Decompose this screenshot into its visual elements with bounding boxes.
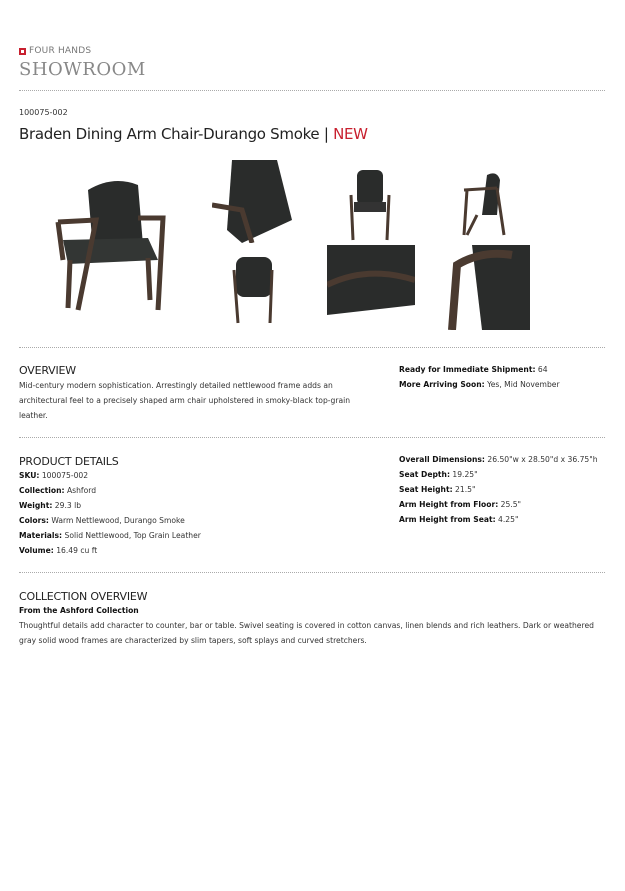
product-image-seat-closeup[interactable] xyxy=(327,245,415,330)
brand-square-icon xyxy=(19,48,26,55)
detail-value: Warm Nettlewood, Durango Smoke xyxy=(48,516,185,525)
dimension-label: Arm Height from Seat: xyxy=(399,515,496,524)
title-text: Braden Dining Arm Chair-Durango Smoke xyxy=(19,125,320,143)
dimension-label: Arm Height from Floor: xyxy=(399,500,499,509)
dimension-label: Overall Dimensions: xyxy=(399,455,485,464)
dimensions-info xyxy=(399,452,598,527)
dimension-label: Seat Depth: xyxy=(399,470,450,479)
title-separator: | xyxy=(319,125,334,143)
detail-label: SKU: xyxy=(19,471,40,480)
details-heading: PRODUCT DETAILS xyxy=(19,455,119,468)
dimension-row xyxy=(399,482,598,497)
collection-subheading: From the Ashford Collection xyxy=(19,606,139,615)
detail-value: 16.49 cu ft xyxy=(53,546,98,555)
detail-value: 100075-002 xyxy=(39,471,89,480)
divider xyxy=(19,437,605,438)
detail-label: Colors: xyxy=(19,516,49,525)
stock-value: 64 xyxy=(535,365,548,374)
dimension-value: 25.5" xyxy=(498,500,522,509)
detail-row xyxy=(19,528,201,543)
new-badge: NEW xyxy=(333,125,368,143)
brand-logo xyxy=(19,46,91,56)
collection-heading: COLLECTION OVERVIEW xyxy=(19,590,148,603)
stock-row xyxy=(399,377,560,392)
product-image-back-closeup[interactable] xyxy=(212,160,292,243)
detail-label: Materials: xyxy=(19,531,63,540)
detail-row xyxy=(19,468,201,483)
overview-text: Mid-century modern sophistication. Arrestingly detailed nettlewood frame adds an architectural feel to a precisely shaped arm chair upholstered in smoky-black top-grain leather. xyxy=(19,381,351,420)
dimension-value: 26.50"w x 28.50"d x 36.75"h xyxy=(484,455,598,464)
sku-line: 100075-002 xyxy=(19,108,68,117)
stock-value: Yes, Mid November xyxy=(484,380,560,389)
dimension-value: 19.25" xyxy=(449,470,478,479)
overview-heading: OVERVIEW xyxy=(19,364,76,377)
dimension-value: 4.25" xyxy=(495,515,519,524)
detail-label: Collection: xyxy=(19,486,65,495)
product-image-arm-closeup[interactable] xyxy=(442,245,530,330)
product-image-back[interactable] xyxy=(212,245,292,330)
detail-row xyxy=(19,483,201,498)
dimension-row xyxy=(399,497,598,512)
detail-row xyxy=(19,513,201,528)
divider xyxy=(19,347,605,348)
detail-row xyxy=(19,543,201,558)
divider xyxy=(19,572,605,573)
dimension-row xyxy=(399,512,598,527)
dimension-value: 21.5" xyxy=(452,485,476,494)
dimension-row xyxy=(399,452,598,467)
divider xyxy=(19,90,605,91)
detail-label: Volume: xyxy=(19,546,54,555)
details-left xyxy=(19,468,201,558)
dimension-row xyxy=(399,467,598,482)
detail-row xyxy=(19,498,201,513)
collection-text: Thoughtful details add character to counter, bar or table. Swivel seating is covered in cotton canvas, linen blends and rich leathers. Dark or weathered gray solid wood frames are characterized by slim tapers, soft splays and curved stretchers. xyxy=(19,621,594,645)
brand-showroom: SHOWROOM xyxy=(19,59,146,80)
stock-label: Ready for Immediate Shipment: xyxy=(399,365,536,374)
product-title xyxy=(19,125,368,143)
stock-info xyxy=(399,362,560,392)
brand-top-text: FOUR HANDS xyxy=(29,46,92,56)
product-image-side[interactable] xyxy=(442,160,530,243)
product-details-section xyxy=(19,455,201,558)
stock-label: More Arriving Soon: xyxy=(399,380,485,389)
product-image-front[interactable] xyxy=(327,160,412,243)
product-image-main[interactable] xyxy=(18,160,200,330)
collection-section xyxy=(19,590,607,648)
detail-value: Ashford xyxy=(64,486,97,495)
stock-row xyxy=(399,362,560,377)
detail-value: Solid Nettlewood, Top Grain Leather xyxy=(62,531,201,540)
dimension-label: Seat Height: xyxy=(399,485,453,494)
detail-label: Weight: xyxy=(19,501,53,510)
overview-section xyxy=(19,364,364,423)
detail-value: 29.3 lb xyxy=(52,501,82,510)
